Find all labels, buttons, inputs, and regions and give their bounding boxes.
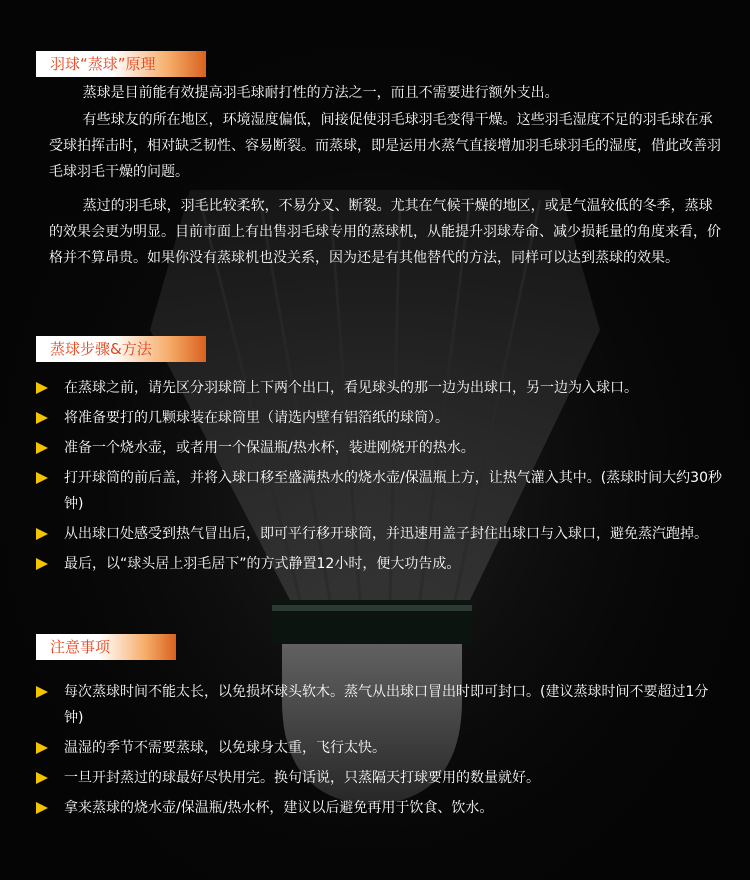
list-item	[34, 465, 724, 517]
section-title-text: 蒸球步骤&方法	[50, 340, 152, 358]
paragraph-effect: 蒸过的羽毛球，羽毛比较柔软，不易分叉、断裂。尤其在气候干燥的地区，或是气温较低的冬季，蒸球的效果会更为明显。目前市面上有出售羽毛球专用的蒸球机，从能提升羽球寿命、减少损耗量的角度来看，价格并不算昂贵。如果你没有蒸球机也没关系，因为还是有其他替代的方法，同样可以达到蒸球的效果。	[49, 198, 721, 266]
bullet-arrow-icon	[36, 412, 48, 424]
paragraph-humidity: 有些球友的所在地区，环境湿度偏低，间接促使羽毛球羽毛变得干燥。这些羽毛湿度不足的羽毛球在承受球拍挥击时，相对缺乏韧性、容易断裂。而蒸球，即是运用水蒸气直接增加羽毛球羽毛的湿度，借此改善羽毛球羽毛干燥的问题。	[49, 112, 721, 180]
list-item	[34, 679, 724, 731]
bullet-arrow-icon	[36, 686, 48, 698]
list-item	[34, 521, 724, 547]
steps-list	[34, 375, 724, 581]
section-title-text: 注意事项	[50, 638, 111, 656]
bullet-arrow-icon	[36, 772, 48, 784]
bullet-arrow-icon	[36, 382, 48, 394]
list-item-text: 一旦开封蒸过的球最好尽快用完。换句话说，只蒸隔天打球要用的数量就好。	[64, 770, 540, 786]
list-item	[34, 735, 724, 761]
section-title-notes	[36, 634, 176, 660]
list-item	[34, 795, 724, 821]
bullet-arrow-icon	[36, 442, 48, 454]
paragraph-intro: 蒸球是目前能有效提高羽毛球耐打性的方法之一，而且不需要进行额外支出。	[82, 85, 559, 101]
list-item	[34, 405, 724, 431]
list-item-text: 拿来蒸球的烧水壶/保温瓶/热水杯，建议以后避免再用于饮食、饮水。	[64, 800, 494, 816]
bullet-arrow-icon	[36, 528, 48, 540]
bullet-arrow-icon	[36, 742, 48, 754]
list-item-text: 打开球筒的前后盖，并将入球口移至盛满热水的烧水壶/保温瓶上方，让热气灌入其中。(蒸球时间大约30秒钟)	[64, 470, 722, 512]
list-item	[34, 435, 724, 461]
list-item	[34, 765, 724, 791]
list-item	[34, 551, 724, 577]
section-title-principle	[36, 51, 206, 77]
bullet-arrow-icon	[36, 472, 48, 484]
list-item-text: 最后，以“球头居上羽毛居下”的方式静置12小时，便大功告成。	[64, 556, 461, 572]
list-item-text: 在蒸球之前，请先区分羽球筒上下两个出口，看见球头的那一边为出球口，另一边为入球口。	[64, 380, 638, 396]
section-title-steps	[36, 336, 206, 362]
list-item-text: 从出球口处感受到热气冒出后，即可平行移开球筒，并迅速用盖子封住出球口与入球口，避免蒸汽跑掉。	[64, 526, 708, 542]
section-title-text: 羽球“蒸球”原理	[50, 55, 156, 73]
list-item-text: 温湿的季节不需要蒸球，以免球身太重，飞行太快。	[64, 740, 386, 756]
list-item	[34, 375, 724, 401]
notes-list	[34, 679, 724, 825]
bullet-arrow-icon	[36, 558, 48, 570]
list-item-text: 将准备要打的几颗球装在球筒里（请选内壁有铝箔纸的球筒）。	[64, 410, 449, 426]
list-item-text: 准备一个烧水壶，或者用一个保温瓶/热水杯，装进刚烧开的热水。	[64, 440, 475, 456]
list-item-text: 每次蒸球时间不能太长，以免损坏球头软木。蒸气从出球口冒出时即可封口。(建议蒸球时间不要超过1分钟)	[64, 684, 709, 726]
bullet-arrow-icon	[36, 802, 48, 814]
